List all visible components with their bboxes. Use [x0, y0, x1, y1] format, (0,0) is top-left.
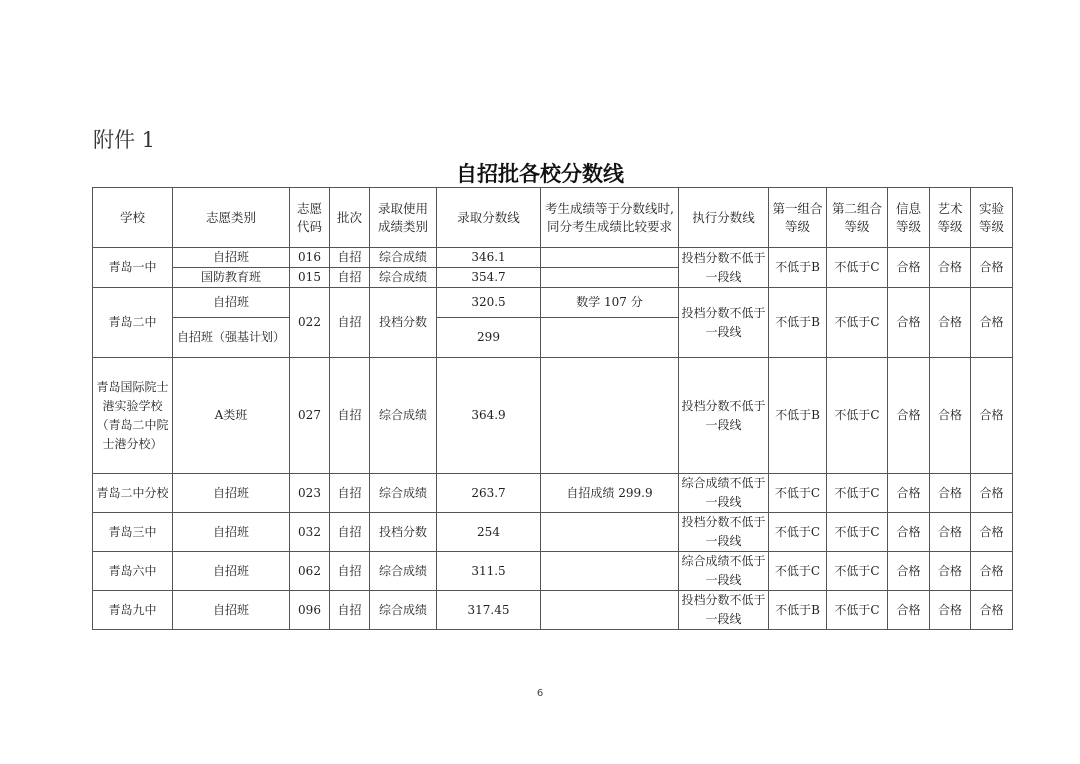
- cell-type: 自招班: [173, 288, 290, 318]
- cell-tie-rule: [541, 248, 679, 268]
- cell-tie-rule: 自招成绩 299.9: [541, 474, 679, 513]
- cell-type: A类班: [173, 358, 290, 474]
- cell-batch: 自招: [330, 552, 370, 591]
- cell-school: 青岛二中分校: [93, 474, 173, 513]
- table-row: [93, 474, 1013, 513]
- cell-exp: 合格: [971, 474, 1013, 513]
- cell-line: 263.7: [437, 474, 541, 513]
- header-info: 信息等级: [888, 188, 930, 248]
- cell-line: 354.7: [437, 268, 541, 288]
- table-row: [93, 288, 1013, 318]
- header-group2: 第二组合等级: [827, 188, 888, 248]
- cell-info: 合格: [888, 552, 930, 591]
- cell-exec-line: 投档分数不低于一段线: [679, 288, 769, 358]
- cell-batch: 自招: [330, 288, 370, 358]
- cell-code: 016: [290, 248, 330, 268]
- table-row: [93, 248, 1013, 268]
- cell-exec-line: 综合成绩不低于一段线: [679, 552, 769, 591]
- page-number: 6: [536, 688, 544, 699]
- cell-type: 自招班: [173, 513, 290, 552]
- cell-exec-line: 投档分数不低于一段线: [679, 248, 769, 288]
- cell-batch: 自招: [330, 474, 370, 513]
- header-tie-rule: 考生成绩等于分数线时,同分考生成绩比较要求: [541, 188, 679, 248]
- cell-tie-rule: [541, 591, 679, 630]
- cell-info: 合格: [888, 513, 930, 552]
- cell-group1: 不低于C: [769, 552, 827, 591]
- cell-tie-rule: [541, 268, 679, 288]
- cell-line: 317.45: [437, 591, 541, 630]
- header-group1: 第一组合等级: [769, 188, 827, 248]
- cell-group1: 不低于B: [769, 248, 827, 288]
- cell-code: 027: [290, 358, 330, 474]
- cell-score-type: 综合成绩: [370, 474, 437, 513]
- cell-art: 合格: [930, 513, 971, 552]
- cell-school: 青岛国际院士港实验学校（青岛二中院士港分校）: [93, 358, 173, 474]
- cell-group2: 不低于C: [827, 358, 888, 474]
- cell-group1: 不低于B: [769, 288, 827, 358]
- header-exp: 实验等级: [971, 188, 1013, 248]
- header-row: [93, 188, 1013, 248]
- header-batch: 批次: [330, 188, 370, 248]
- cell-type: 自招班（强基计划）: [173, 318, 290, 358]
- table-row: [93, 513, 1013, 552]
- cell-group1: 不低于C: [769, 474, 827, 513]
- cell-exp: 合格: [971, 358, 1013, 474]
- header-exec-line: 执行分数线: [679, 188, 769, 248]
- cell-code: 023: [290, 474, 330, 513]
- cell-group2: 不低于C: [827, 474, 888, 513]
- cell-info: 合格: [888, 474, 930, 513]
- cell-batch: 自招: [330, 513, 370, 552]
- cell-art: 合格: [930, 474, 971, 513]
- cell-score-type: 综合成绩: [370, 248, 437, 268]
- cell-type: 自招班: [173, 591, 290, 630]
- cell-exec-line: 投档分数不低于一段线: [679, 358, 769, 474]
- cell-exec-line: 投档分数不低于一段线: [679, 591, 769, 630]
- cell-code: 096: [290, 591, 330, 630]
- cell-code: 032: [290, 513, 330, 552]
- table-row: [93, 591, 1013, 630]
- cell-exp: 合格: [971, 288, 1013, 358]
- cell-type: 自招班: [173, 552, 290, 591]
- cell-batch: 自招: [330, 248, 370, 268]
- cell-line: 299: [437, 318, 541, 358]
- page-title: 自招批各校分数线: [456, 162, 624, 186]
- cell-info: 合格: [888, 358, 930, 474]
- cell-score-type: 综合成绩: [370, 591, 437, 630]
- cell-exec-line: 综合成绩不低于一段线: [679, 474, 769, 513]
- cell-school: 青岛二中: [93, 288, 173, 358]
- cell-group2: 不低于C: [827, 248, 888, 288]
- cell-line: 311.5: [437, 552, 541, 591]
- cell-tie-rule: [541, 318, 679, 358]
- cell-group1: 不低于B: [769, 358, 827, 474]
- header-type: 志愿类别: [173, 188, 290, 248]
- cell-score-type: 综合成绩: [370, 268, 437, 288]
- cell-group1: 不低于B: [769, 591, 827, 630]
- cell-exec-line: 投档分数不低于一段线: [679, 513, 769, 552]
- cell-tie-rule: 数学 107 分: [541, 288, 679, 318]
- cell-code: 022: [290, 288, 330, 358]
- cell-school: 青岛一中: [93, 248, 173, 288]
- cell-line: 320.5: [437, 288, 541, 318]
- score-table: [92, 187, 1013, 630]
- cell-score-type: 投档分数: [370, 513, 437, 552]
- cell-type: 自招班: [173, 248, 290, 268]
- cell-line: 254: [437, 513, 541, 552]
- cell-group2: 不低于C: [827, 591, 888, 630]
- cell-school: 青岛九中: [93, 591, 173, 630]
- cell-score-type: 投档分数: [370, 288, 437, 358]
- cell-info: 合格: [888, 288, 930, 358]
- cell-info: 合格: [888, 248, 930, 288]
- table-row: [93, 552, 1013, 591]
- cell-exp: 合格: [971, 552, 1013, 591]
- cell-code: 015: [290, 268, 330, 288]
- header-line: 录取分数线: [437, 188, 541, 248]
- cell-school: 青岛三中: [93, 513, 173, 552]
- cell-score-type: 综合成绩: [370, 358, 437, 474]
- cell-group2: 不低于C: [827, 513, 888, 552]
- header-score-type: 录取使用成绩类别: [370, 188, 437, 248]
- cell-line: 364.9: [437, 358, 541, 474]
- cell-tie-rule: [541, 552, 679, 591]
- header-school: 学校: [93, 188, 173, 248]
- cell-code: 062: [290, 552, 330, 591]
- cell-batch: 自招: [330, 268, 370, 288]
- cell-exp: 合格: [971, 513, 1013, 552]
- header-art: 艺术等级: [930, 188, 971, 248]
- cell-art: 合格: [930, 288, 971, 358]
- cell-batch: 自招: [330, 358, 370, 474]
- cell-exp: 合格: [971, 248, 1013, 288]
- cell-exp: 合格: [971, 591, 1013, 630]
- cell-tie-rule: [541, 358, 679, 474]
- cell-art: 合格: [930, 248, 971, 288]
- attachment-label: 附件 1: [93, 128, 156, 152]
- cell-art: 合格: [930, 552, 971, 591]
- cell-art: 合格: [930, 591, 971, 630]
- cell-group2: 不低于C: [827, 288, 888, 358]
- cell-group1: 不低于C: [769, 513, 827, 552]
- table-row: [93, 358, 1013, 474]
- cell-score-type: 综合成绩: [370, 552, 437, 591]
- cell-group2: 不低于C: [827, 552, 888, 591]
- cell-info: 合格: [888, 591, 930, 630]
- cell-line: 346.1: [437, 248, 541, 268]
- cell-school: 青岛六中: [93, 552, 173, 591]
- cell-type: 国防教育班: [173, 268, 290, 288]
- cell-batch: 自招: [330, 591, 370, 630]
- cell-art: 合格: [930, 358, 971, 474]
- cell-type: 自招班: [173, 474, 290, 513]
- cell-tie-rule: [541, 513, 679, 552]
- header-code: 志愿代码: [290, 188, 330, 248]
